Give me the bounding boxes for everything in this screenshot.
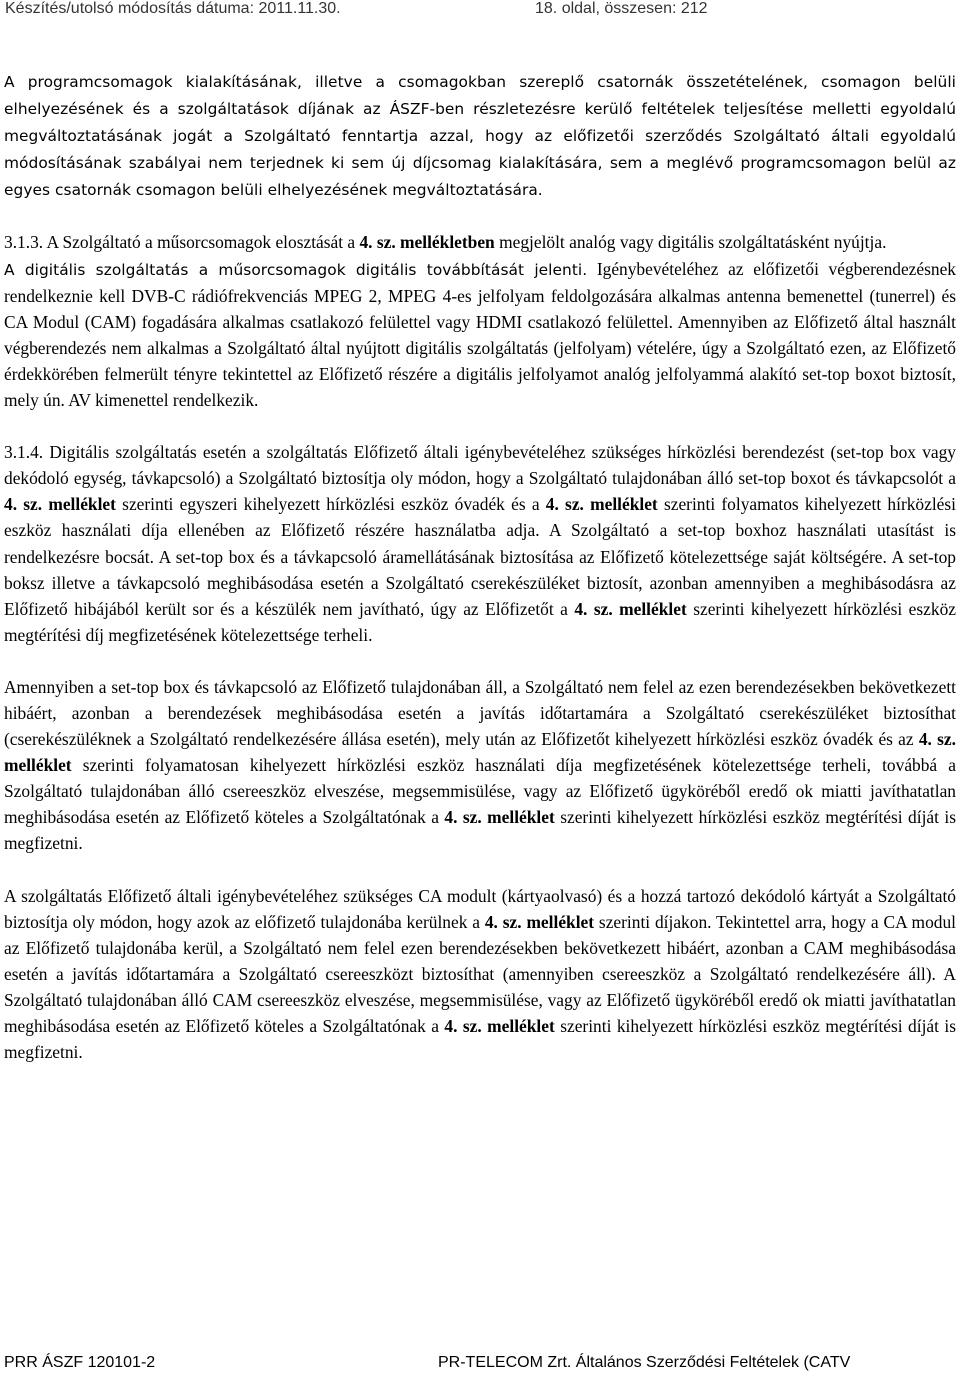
text-run: A szolgáltatás Előfizető általi igénybevételéhez szükséges CA modult (kártyaolvasó) és a hozzá tartozó dekódoló kártyát a Szolgáltató biztosítja oly módon, hogy azok az előfizető tulajdonába kerülnek a xyxy=(4,885,956,932)
text-run: 3.1.3. A Szolgáltató a műsorcsomagok elosztását a xyxy=(4,232,360,253)
text-run: megjelölt analóg vagy digitális szolgáltatásként nyújtja. xyxy=(494,232,887,253)
annex-reference: 4. sz. melléklet xyxy=(574,598,687,619)
text-run: szerinti folyamatosan kihelyezett hírközlési eszköz használati díja megfizetésének kötelezettsége terheli, továbbá a Szolgáltató tulajdonában álló csereeszköz elveszése, megsemmisülése, vagy az Előfizető ügyköréből eredő ok miatti javíthatatlan meghibásodása esetén az Előfizető köteles a Szolgáltatónak a xyxy=(4,755,956,828)
header-page-number: 18. oldal, összesen: 212 xyxy=(535,0,708,17)
footer-document-title: PR-TELECOM Zrt. Általános Szerződési Feltételek (CATV xyxy=(438,1354,851,1371)
paragraph-3-1-4 xyxy=(4,439,956,648)
page-footer xyxy=(4,1354,956,1380)
annex-reference: 4. sz. melléklet xyxy=(4,729,956,776)
annex-reference: 4. sz. melléklet xyxy=(444,807,555,828)
text-run: szerinti kihelyezett hírközlési eszköz megtérítési díj megfizetésének kötelezettsége terheli. xyxy=(4,598,956,645)
text-run: szerinti folyamatos kihelyezett hírközlési eszköz használati díja ellenében az Előfizető részére használatba adja. A Szolgáltató a set-top boxhoz használati utasítást is rendelkezésre bocsát. A set-top box és a távkapcsoló áramellátásának biztosítása az Előfizető kötelezettsége saját költségére. A set-top boksz illetve a távkapcsoló meghibásodása esetén a Szolgáltató cserekészüléket biztosít, azonban amennyiben a meghibásodásra az Előfizető hibájából került sor és a készülék nem javítható, úgy az Előfizetőt a xyxy=(4,494,956,619)
annex-reference: 4. sz. mellékletben xyxy=(359,232,495,253)
paragraph-channel-packages xyxy=(4,68,956,203)
annex-reference: 4. sz. melléklet xyxy=(545,494,658,515)
text-run: Amennyiben a set-top box és távkapcsoló az Előfizető tulajdonában áll, a Szolgáltató nem felel az ezen berendezésekben bekövetkezett hibáért, azonban a berendezések meghibásodása esetén a javítás időtartamára a Szolgáltató cserekészüléket biztosíthat (cserekészüléknek a Szolgáltató rendelkezésére állása esetén), mely után az Előfizetőt kihelyezett hírközlési eszköz óvadék és az xyxy=(4,676,956,750)
text-run: szerinti kihelyezett hírközlési eszköz megtérítési díját is megfizetni. xyxy=(4,807,956,854)
document-body xyxy=(4,68,956,1065)
text-run: A digitális szolgáltatás a műsorcsomagok digitális továbbítását jelenti. xyxy=(4,260,588,279)
paragraph-digital-service xyxy=(4,256,956,414)
footer-document-id: PRR ÁSZF 120101-2 xyxy=(4,1354,156,1371)
text-run: szerinti díjakon. Tekintettel arra, hogy a CA modul az Előfizető tulajdonába kerül, a Szolgáltató nem felel ezen berendezésekben bekövetkezett hibáért, azonban a CAM meghibásodása esetén a javítás időtartamára a Szolgáltató csereeszközt biztosíthat (amennyiben csereeszköz a Szolgáltató rendelkezésére áll). A Szolgáltató tulajdonában álló CAM csereeszköz elveszése, megsemmisülése, vagy az Előfizető ügyköréből eredő ok miatti javíthatatlan meghibásodása esetén az Előfizető köteles a Szolgáltatónak a xyxy=(4,911,956,1036)
paragraph-ca-module xyxy=(4,883,956,1066)
annex-reference: 4. sz. melléklet xyxy=(444,1016,555,1036)
text-run: Igénybevételéhez az előfizetői végberendezésnek rendelkeznie kell DVB-C rádiófrekvenciás MPEG 2, MPEG 4-es jelfolyam feldolgozására alkalmas antenna bemenettel (tunerrel) és CA Modul (CAM) fogadására alkalmas csatlakozó felülettel vagy HDMI csatlakozó felülettel. Amennyiben az Előfizető által használt végberendezés nem alkalmas a Szolgáltató által nyújtott digitális szolgáltatás (jelfolyam) vételére, úgy a Szolgáltató ezen, az Előfizető érdekkörében felmerült tényre tekintettel az Előfizető részére a digitális jelfolyamot analóg jelfolyammá alakító set-top boxot biztosít, mely ún. AV kimenettel rendelkezik. xyxy=(4,258,957,411)
paragraph-3-1-3 xyxy=(4,229,956,255)
annex-reference: 4. sz. melléklet xyxy=(484,911,595,932)
text-run: szerinti kihelyezett hírközlési eszköz megtérítési díját is megfizetni. xyxy=(4,1016,956,1063)
header-date: Készítés/utolsó módosítás dátuma: 2011.11.30. xyxy=(5,0,341,17)
paragraph-own-set-top-box xyxy=(4,674,956,857)
text-run: A programcsomagok kialakításának, illetve a csomagokban szereplő csatornák összetételének, csomagon belüli elhelyezésének és a szolgáltatások díjának az ÁSZF-ben részletezésre kerülő feltételek teljesítése melletti egyoldalú megváltoztatásának jogát a Szolgáltató fenntartja azzal, hogy az előfizetői szerződés Szolgáltató általi egyoldalú módosításának szabályai nem terjednek ki sem új díjcsomag kialakítására, sem a meglévő programcsomagon belül az egyes csatornák csomagon belüli elhelyezésének megváltoztatására. xyxy=(4,73,956,200)
page-header xyxy=(5,0,953,26)
annex-reference: 4. sz. melléklet xyxy=(4,494,116,515)
text-run: szerinti egyszeri kihelyezett hírközlési eszköz óvadék és a xyxy=(115,494,546,515)
text-run: 3.1.4. Digitális szolgáltatás esetén a szolgáltatás Előfizető általi igénybevételéhez szükséges hírközlési berendezést (set-top box vagy dekódoló egység, távkapcsoló) a Szolgáltató biztosítja oly módon, hogy a Szolgáltató tulajdonában álló set-top boxot és távkapcsolót a xyxy=(4,442,956,489)
